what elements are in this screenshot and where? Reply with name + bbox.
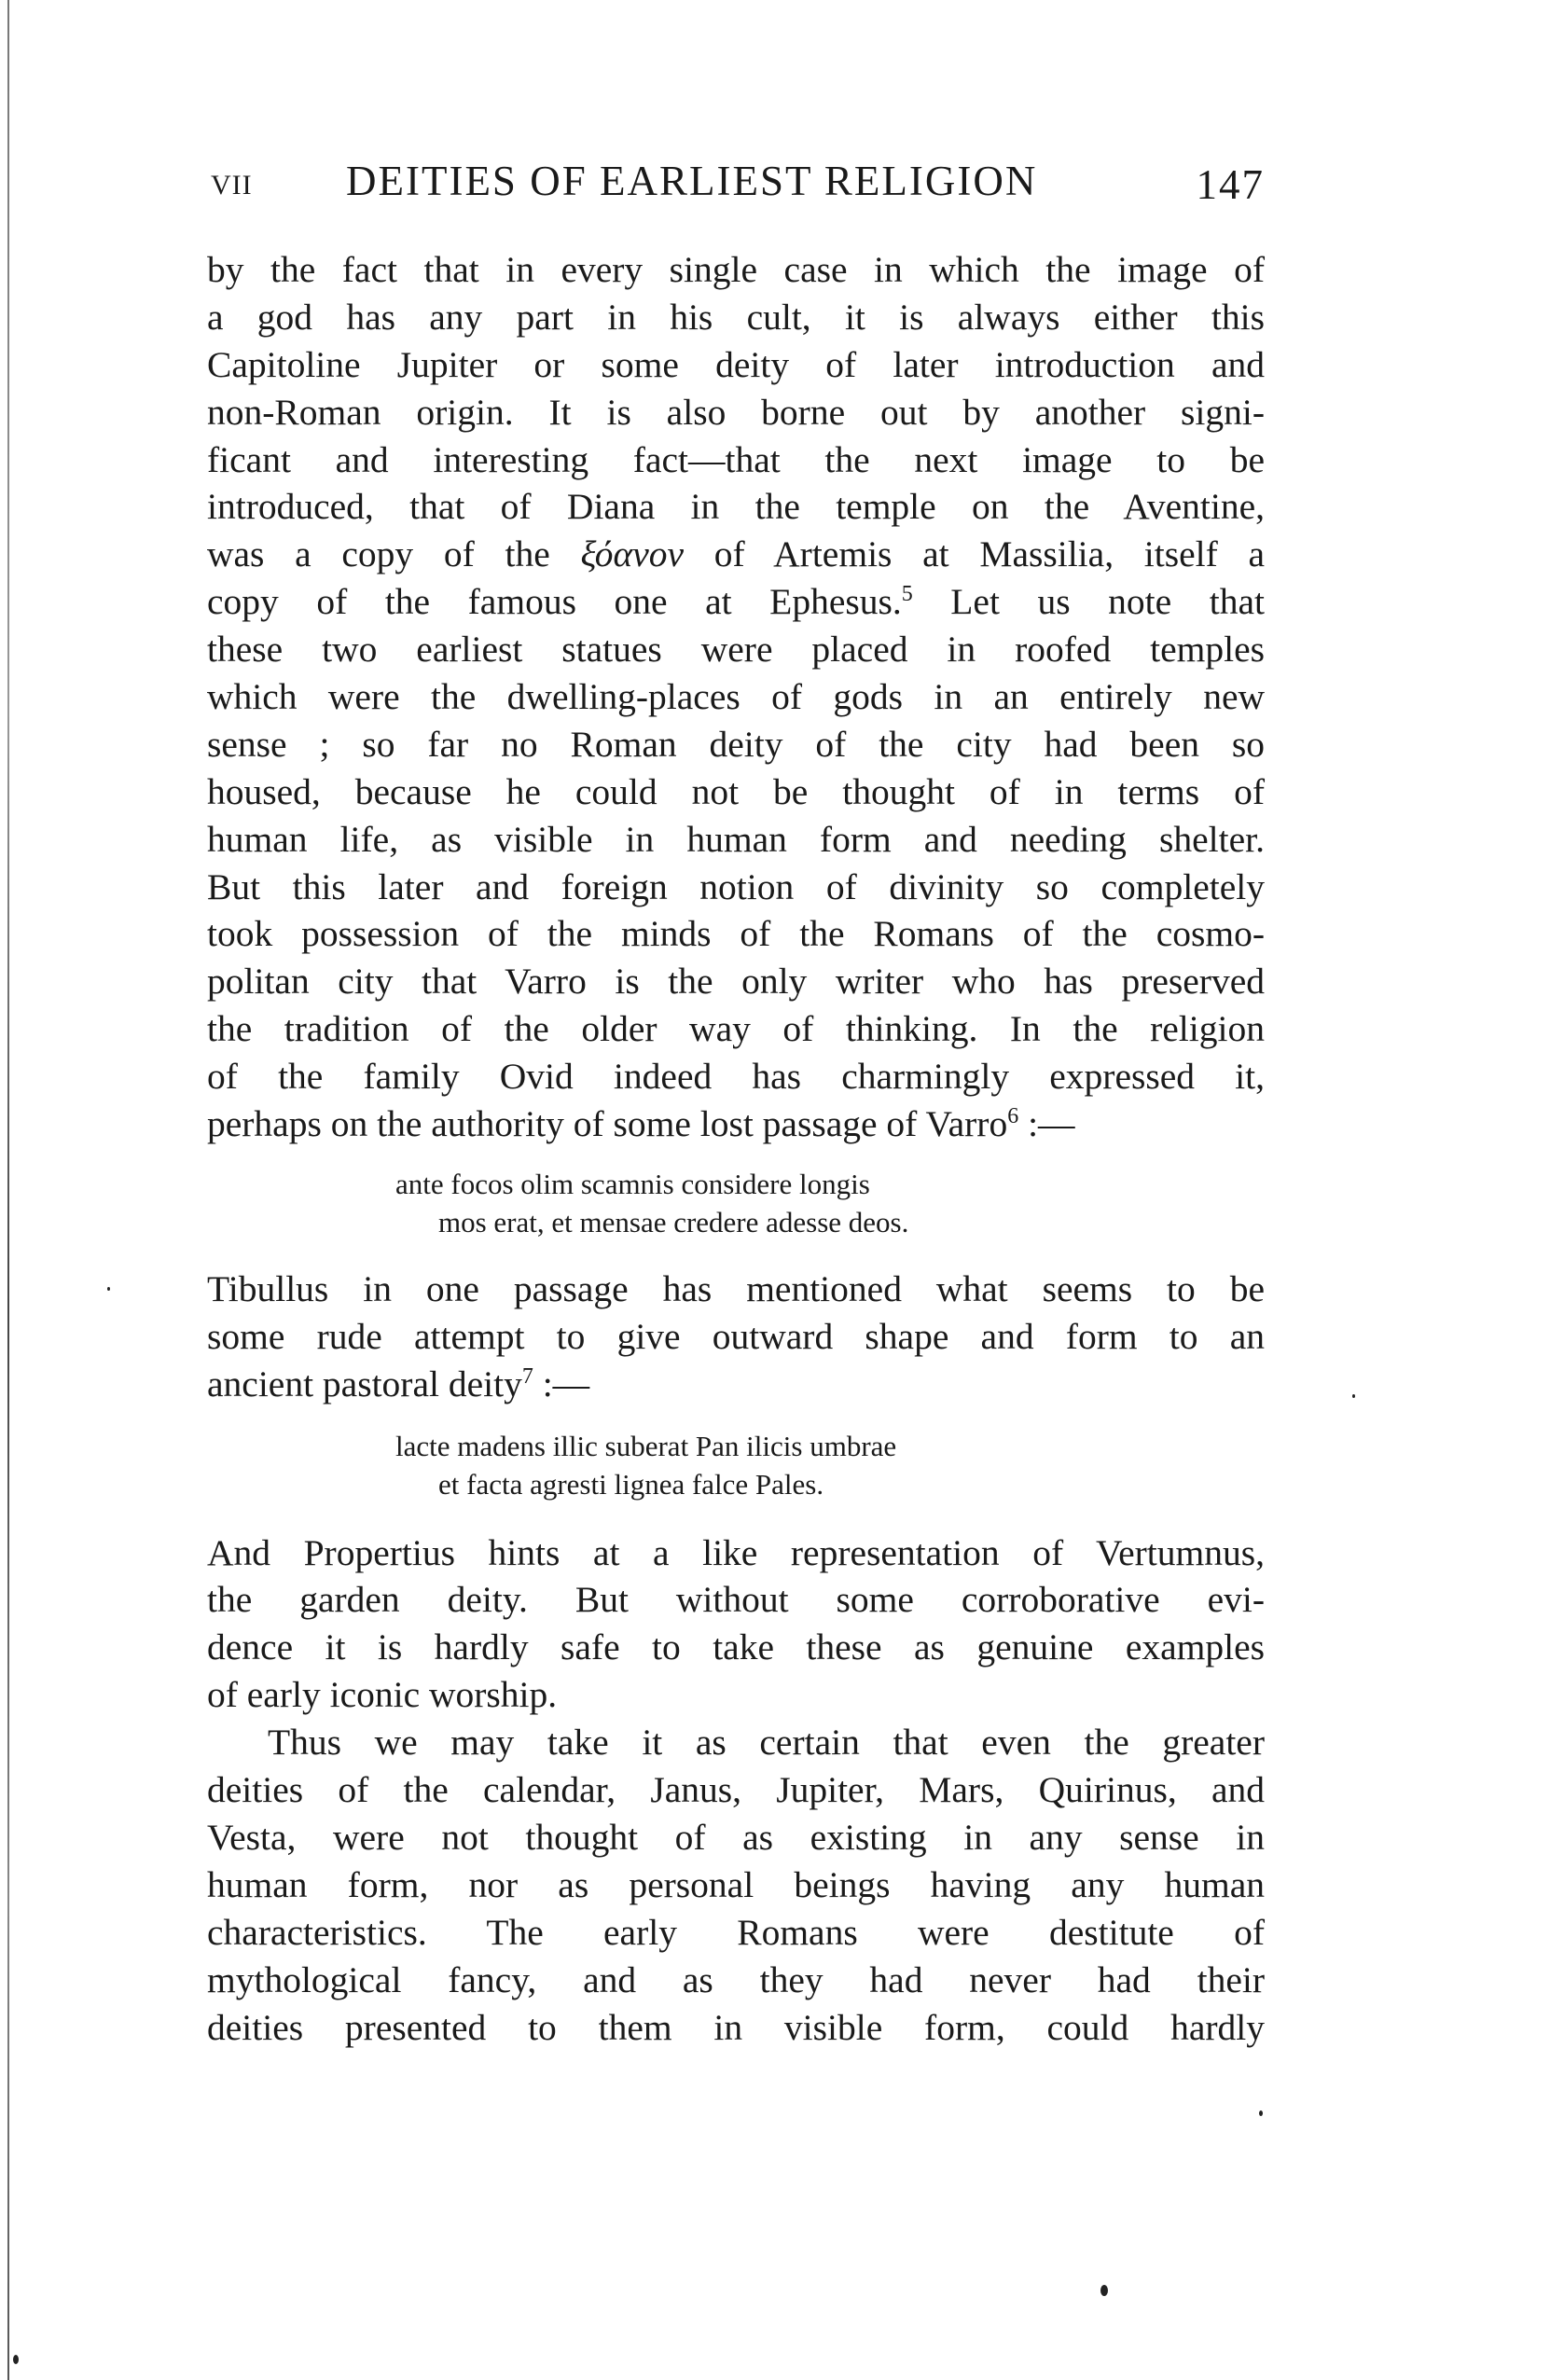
text-segment: copy of the famous one at Ephesus. <box>207 581 902 623</box>
text-line: these two earliest statues were placed in roofed temples <box>207 629 1265 671</box>
text-line: Vesta, were not thought of as existing in any sense in <box>207 1816 1265 1858</box>
text-line: But this later and foreign notion of divinity so completely <box>207 865 1265 907</box>
text-line: non-Roman origin. It is also borne out by another signi- <box>207 391 1265 433</box>
scan-speck <box>1259 2110 1263 2116</box>
text-segment: :— <box>533 1363 590 1404</box>
paragraph-2 <box>207 1266 1265 1408</box>
paragraph-3 <box>207 1529 1265 1720</box>
text-line: human form, nor as personal beings having any human <box>207 1863 1265 1905</box>
text-line: characteristics. The early Romans were destitute of <box>207 1911 1265 1953</box>
running-header <box>211 157 1265 222</box>
text-line: of the family Ovid indeed has charmingly expressed it, <box>207 1056 1265 1098</box>
text-line: human life, as visible in human form and needing shelter. <box>207 818 1265 860</box>
text-line: Tibullus in one passage has mentioned what seems to be <box>207 1267 1265 1309</box>
text-line <box>207 1361 1265 1408</box>
page-binding-edge <box>7 0 9 2380</box>
verse-line: et facta agresti lignea falce Pales. <box>438 1467 824 1501</box>
text-line: And Propertius hints at a like representation of Vertumnus, <box>207 1531 1265 1573</box>
footnote-marker: 7 <box>521 1363 533 1389</box>
text-segment: Let us note that <box>912 581 1265 623</box>
scan-speck <box>1100 2285 1108 2296</box>
scan-speck <box>107 1287 110 1291</box>
verse-line: mos erat, et mensae credere adesse deos. <box>438 1205 909 1238</box>
text-line <box>207 1100 1265 1148</box>
greek-word: ξόανον <box>580 533 685 575</box>
paragraph-4 <box>207 1719 1265 2051</box>
text-line <box>207 531 1265 578</box>
text-line: Capitoline Jupiter or some deity of later introduction and <box>207 343 1265 385</box>
text-line: politan city that Varro is the only writer who has preserved <box>207 961 1265 1003</box>
verse-quotation-ovid <box>207 1165 1265 1241</box>
text-line: the tradition of the older way of thinking. In the religion <box>207 1008 1265 1050</box>
text-line: housed, because he could not be thought of in terms of <box>207 770 1265 812</box>
text-line: by the fact that in every single case in which the image of <box>207 249 1265 290</box>
footnote-marker: 6 <box>1007 1103 1019 1128</box>
text-line: a god has any part in his cult, it is always either this <box>207 296 1265 338</box>
running-title: DEITIES OF EARLIEST RELIGION <box>346 158 1038 204</box>
text-line: of early iconic worship. <box>207 1674 558 1716</box>
verse-line: lacte madens illic suberat Pan ilicis umbrae <box>395 1429 897 1462</box>
text-line: mythological fancy, and as they had never had their <box>207 1958 1265 2000</box>
footnote-marker: 5 <box>901 582 913 607</box>
text-segment: :— <box>1018 1103 1075 1145</box>
verse-line: ante focos olim scamnis considere longis <box>395 1167 870 1200</box>
text-line: took possession of the minds of the Romans of the cosmo- <box>207 913 1265 955</box>
text-segment: ancient pastoral deity <box>207 1363 522 1404</box>
text-line: ficant and interesting fact—that the next image to be <box>207 438 1265 480</box>
text-line: the garden deity. But without some corroborative evi- <box>207 1579 1265 1621</box>
text-segment: perhaps on the authority of some lost passage of Varro <box>207 1103 1008 1145</box>
text-line: some rude attempt to give outward shape and form to an <box>207 1315 1265 1357</box>
text-line: deities presented to them in visible form, could hardly <box>207 2006 1265 2048</box>
text-line: sense ; so far no Roman deity of the city had been so <box>207 723 1265 765</box>
paragraph-1 <box>207 246 1265 1148</box>
scan-speck <box>13 2355 19 2364</box>
text-line: deities of the calendar, Janus, Jupiter, Mars, Quirinus, and <box>207 1769 1265 1811</box>
chapter-number: VII <box>211 170 253 201</box>
verse-quotation-tibullus <box>207 1427 1265 1503</box>
page-number: 147 <box>1196 161 1265 208</box>
text-line: introduced, that of Diana in the temple on the Aventine, <box>207 486 1265 528</box>
body-text <box>207 246 1265 2051</box>
text-line <box>207 578 1265 626</box>
scan-speck <box>1352 1394 1355 1398</box>
text-line: which were the dwelling-places of gods in an entirely new <box>207 676 1265 718</box>
text-line: Thus we may take it as certain that even the greater <box>268 1722 1265 1764</box>
text-segment: was a copy of the <box>207 533 581 575</box>
text-segment: of Artemis at Massilia, itself a <box>684 533 1265 575</box>
text-line: dence it is hardly safe to take these as genuine examples <box>207 1626 1265 1668</box>
